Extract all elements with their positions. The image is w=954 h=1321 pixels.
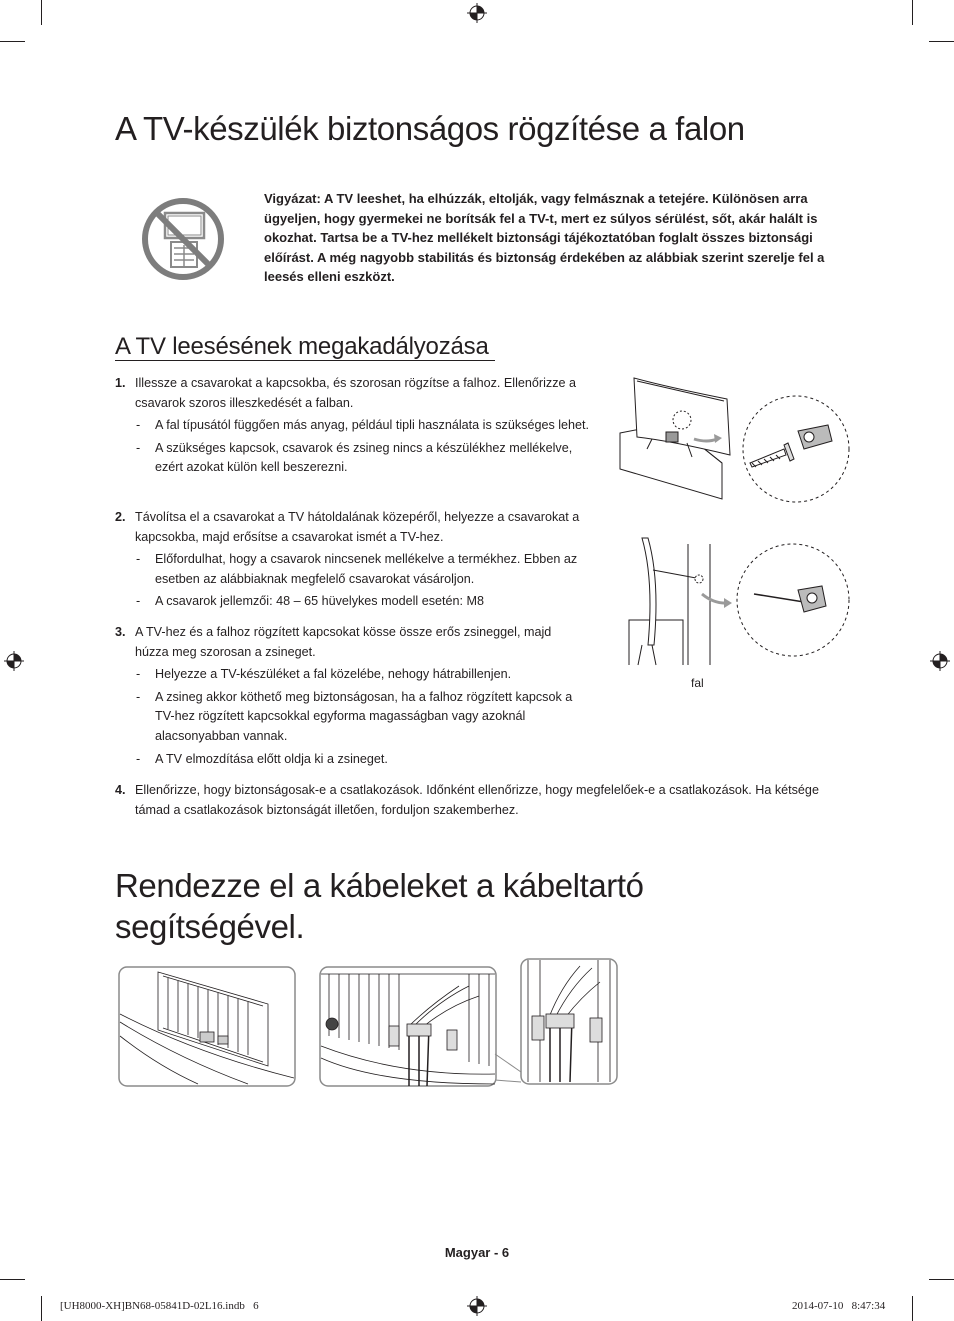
step-subitem: - A zsineg akkor köthető meg biztonságosan, ha a falhoz rögzített kapcsok a TV-hez rögzített kapcsokkal egyforma magasságban vagy azoknál alacsonyabban vannak. [136,689,573,743]
subsection-title-prevent-fall: A TV leesésének megakadályozása [115,333,489,360]
step-subitem: - A szükséges kapcsok, csavarok és zsineg nincs a készülékhez mellékelve, ezért azokat külön kell beszerezni. [136,440,573,475]
page-number: Magyar - 6 [444,1245,510,1260]
wall-label: fal [691,676,704,690]
step-subitem: - Helyezze a TV-készüléket a fal közelébe, nehogy hátrabillenjen. [136,667,512,682]
tv-bracket-illustration [612,375,842,505]
step-subitem: - A TV elmozdítása előtt oldja ki a zsineget. [136,751,388,766]
section-title-wall-mount: A TV-készülék biztonságos rögzítése a falon [115,110,745,147]
warning-text: Vigyázat: A TV leeshet, ha elhúzzák, eltolják, vagy felmásznak a tetejére. Különösen arra ügyeljen, hogy gyermekei ne borítsák fel a TV-t, mert ez súlyos sérülést, sőt, akár halált is okozhat. Tartsa be a TV-hez mellékelt biztonsági tájékoztatóban foglalt összes biztonsági előírást. A még nagyobb stabilitás és biztonság érdekében az alábbiak szerint szerelje fel a leesés elleni eszközt. [264,191,825,284]
step-item [115,508,595,612]
step-subitem: - A csavarok jellemzői: 48 – 65 hüvelykes modell esetén: M8 [136,594,485,609]
step-item [115,374,595,478]
cable-holder-panel-2 [319,966,497,1087]
subsection-underline [115,360,495,361]
step-item [115,781,837,820]
step-number: 1. [115,376,126,390]
registration-mark-left [4,651,24,671]
step-number: 2. [115,510,126,524]
step-text: Ellenőrizze, hogy biztonságosak-e a csatlakozások. Időnként ellenőrizze, hogy megfelelőek-e a csatlakozások. Ha kétsége támad a csatlakozások biztonságát illetően, forduljon szakemberhez. [135,783,819,817]
cable-holder-panel-1 [118,966,296,1087]
step-text: Távolítsa el a csavarokat a TV hátoldalának közepéről, helyezze a csavarokat a kapcsokba, majd erősítse a csavarokat ismét a TV-hez. [135,510,580,544]
no-climbing-icon [140,196,226,282]
step-number: 4. [115,783,126,797]
registration-mark-bottom [467,1296,487,1316]
cable-holder-panel-3-zoom [520,958,618,1085]
step-text: A TV-hez és a falhoz rögzített kapcsokat kösse össze erős zsineggel, majd húzza meg szorosan a zsineget. [135,625,552,659]
step-item [115,623,585,769]
registration-mark-top [467,3,487,23]
footer-filename: [UH8000-XH]BN68-05841D-02L16.indb 6 [60,1300,259,1312]
footer-date: 2014-07-10 8:47:34 [792,1300,886,1312]
step-subitem: - A fal típusától függően más anyag, például tipli használata is szükséges lehet. [136,418,590,433]
step-subitem: - Előfordulhat, hogy a csavarok nincsenek mellékelve a termékhez. Ebben az esetben az alábbiaknak megfelelő csavarokat vásároljon. [136,552,578,586]
tv-wall-cord-illustration [626,530,842,670]
step-number: 3. [115,625,126,639]
registration-mark-right [930,651,950,671]
step-text: Illessze a csavarokat a kapcsokba, és szorosan rögzítse a falhoz. Ellenőrizze a csavarok szoros illeszkedését a falban. [135,376,577,410]
section-title-cable-management: Rendezze el a kábeleket a kábeltartó segítségével. [115,867,644,945]
